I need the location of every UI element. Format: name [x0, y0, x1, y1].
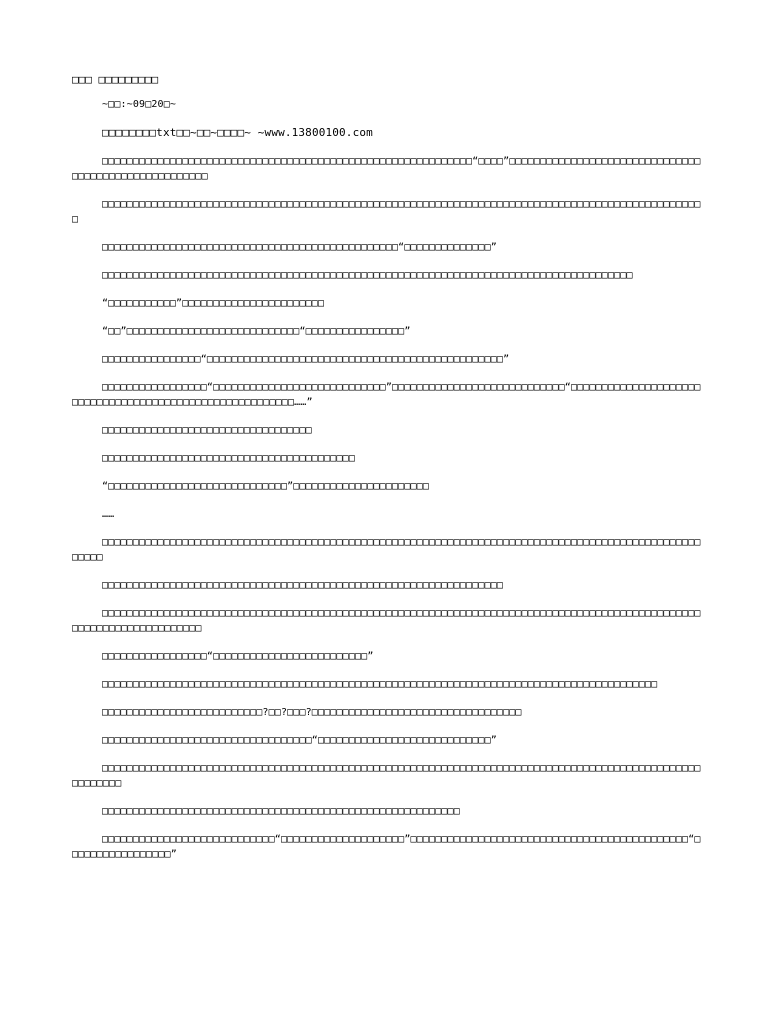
ellipsis-paragraph: …… — [102, 509, 115, 520]
paragraph: □□□□□□□□□□□□□□□□□□□□□□□□□□□□□□□□□□ — [102, 425, 312, 436]
paragraph: “□□□□□□□□□□□□□□□□□□□□□□□□□□□□□”□□□□□□□□□□□□□□□□□□□□□□ — [102, 481, 430, 492]
paragraph: “□□□□□□□□□□□”□□□□□□□□□□□□□□□□□□□□□□□ — [102, 298, 325, 309]
paragraph: □□□□□□□□□□□□□□□□□□□□□□□□□□□□□□□□□□□□□□□□□□□□□□□□□□□□□□□□□□□□“□□□□”□□□□□□□□□□□□□□□□□□□□□□□□□□□□□□□□□□□□□□□□□□□□□□□□□□□□□ — [72, 156, 701, 182]
paragraph: □□□□□□□□□□□□□□□□□□□□□□□□□□□□□□□□□□□□□□□□□ — [102, 453, 355, 464]
paragraph: □□□□□□□□□□□□□□□□□□□□□□□□□□□□□□□□□□□□□□□□□□□□□□□□□□□□□□□□□□□□□□□□□□□□□□□□□□□□□□□□□□□□□□□□□□□□□□□□□□□□□□□□□ — [72, 763, 701, 789]
paragraph: □□□□□□□□□□□□□□□□□□□□□□□□□□□□□□□□□□□□□□□□□□□□□□□□□□□□□□□□□□ — [102, 806, 460, 817]
paragraph: □□□□□□□□□□□□□□□□□□□□□□□□□□?□□?□□□?□□□□□□□□□□□□□□□□□□□□□□□□□□□□□□□□□□ — [102, 707, 522, 718]
paragraph: □□□□□□□□□□□□□□□□□□□□□□□□□□□□“□□□□□□□□□□□□□□□□□□□□”□□□□□□□□□□□□□□□□□□□□□□□□□□□□□□□□□□□□□□□□□□□□□“□□□□□□□□□□□□□□□□□” — [72, 834, 701, 860]
paragraph: □□□□□□□□□□□□□□□□□□□□□□□□□□□□□□□□□□□□□□□□□□□□□□□□□□□□□□□□□□□□□□□□□ — [102, 580, 504, 591]
paragraph: □□□□□□□□□□□□□□□□□□□□□□□□□□□□□□□□□□□□□□□□□□□□□□□□□□□□□□□□□□□□□□□□□□□□□□□□□□□□□□□□□□□□□□□□□□□□□□□□□□□□□□□□□□□□□□□□□□□□□□ — [72, 608, 701, 634]
paragraph: □□□□□□□□□□□□□□□□“□□□□□□□□□□□□□□□□□□□□□□□□□□□□□□□□□□□□□□□□□□□□□□□□” — [102, 354, 510, 365]
source-line: □□□□□□□□txt□□~□□~□□□□~ ~www.13800100.com — [102, 126, 373, 139]
document-page — [72, 72, 704, 875]
paragraph: □□□□□□□□□□□□□□□□□□□□□□□□□□□□□□□□□□□□□□□□□□□□□□□□□□□□□□□□□□□□□□□□□□□□□□□□□□□□□□□□□□□□□□□□□□ — [102, 679, 658, 690]
paragraph: □□□□□□□□□□□□□□□□□□□□□□□□□□□□□□□□□□□□□□□□□□□□□□□□□□□□□□□□□□□□□□□□□□□□□□□□□□□□□□□□□□□□□□□□□□□□□□□□□□ — [72, 199, 701, 225]
paragraph: □□□□□□□□□□□□□□□□□“□□□□□□□□□□□□□□□□□□□□□□□□□□□□”□□□□□□□□□□□□□□□□□□□□□□□□□□□□“□□□□□□□□□□□□□□□□□□□□□□□□□□□□□□□□□□□□□□□□□□□□□□□□□□□□□□□□□……” — [72, 382, 701, 408]
paragraph: □□□□□□□□□□□□□□□□□□□□□□□□□□□□□□□□□□□□□□□□□□□□□□□□“□□□□□□□□□□□□□□” — [102, 242, 497, 253]
paragraph: □□□□□□□□□□□□□□□□□“□□□□□□□□□□□□□□□□□□□□□□□□□” — [102, 651, 374, 662]
paragraph: □□□□□□□□□□□□□□□□□□□□□□□□□□□□□□□□□□□□□□□□□□□□□□□□□□□□□□□□□□□□□□□□□□□□□□□□□□□□□□□□□□□□□□□□□□□□□□□□□□□□□□ — [72, 537, 701, 563]
paragraph: “□□”□□□□□□□□□□□□□□□□□□□□□□□□□□□□“□□□□□□□□□□□□□□□□” — [102, 326, 411, 337]
date-line: ~□□:~09□20□~ — [102, 99, 177, 110]
document-heading: □□□ □□□□□□□□□ — [72, 73, 159, 86]
paragraph: □□□□□□□□□□□□□□□□□□□□□□□□□□□□□□□□□□□□□□□□□□□□□□□□□□□□□□□□□□□□□□□□□□□□□□□□□□□□□□□□□□□□□□ — [102, 270, 633, 281]
paragraph: □□□□□□□□□□□□□□□□□□□□□□□□□□□□□□□□□□“□□□□□□□□□□□□□□□□□□□□□□□□□□□□” — [102, 735, 497, 746]
